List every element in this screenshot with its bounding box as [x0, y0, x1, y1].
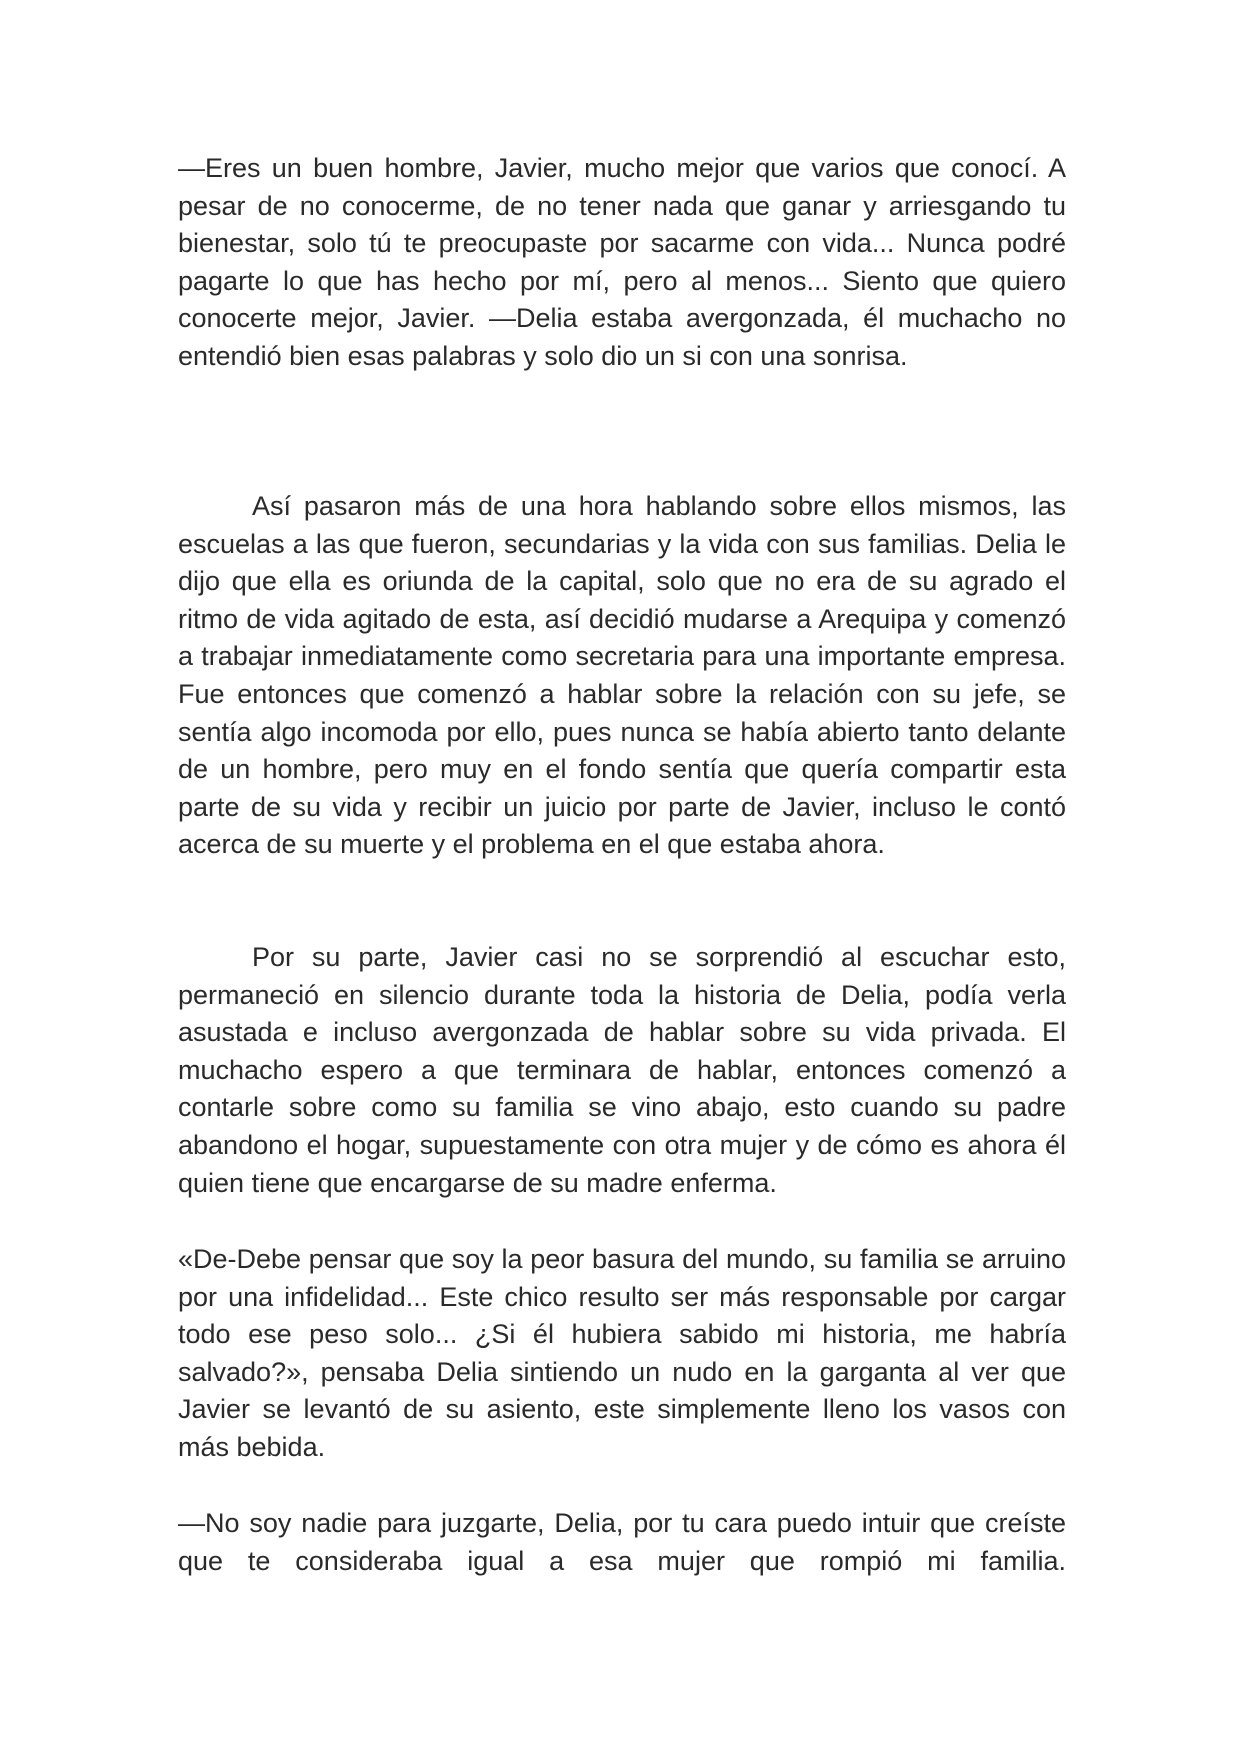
paragraph-1-text: —Eres un buen hombre, Javier, mucho mejor que varios que conocí. A pesar de no conocerme, de no tener nada que ganar y arriesgando tu bienestar, solo tú te preocupaste por sacarme con vida... Nunca podré pagarte lo que has hecho por mí, pero al menos... Siento que quiero conocerte mejor, Javier. —Delia estaba avergonzada, él muchacho no entendió bien esas palabras y solo dio un si con una sonrisa.: [178, 153, 1066, 371]
paragraph-5-text: —No soy nadie para juzgarte, Delia, por tu cara puedo intuir que creíste que te consideraba igual a esa mujer que rompió mi familia.: [178, 1508, 1066, 1576]
paragraph-1: [178, 150, 1066, 376]
paragraph-5: [178, 1505, 1066, 1580]
paragraph-3: [178, 939, 1066, 1202]
paragraph-2: [178, 488, 1066, 864]
paragraph-4: [178, 1241, 1066, 1467]
paragraph-4-text: «De-Debe pensar que soy la peor basura del mundo, su familia se arruino por una infidelidad... Este chico resulto ser más responsable por cargar todo ese peso solo... ¿Si él hubiera sabido mi historia, me habría salvado?», pensaba Delia sintiendo un nudo en la garganta al ver que Javier se levantó de su asiento, este simplemente lleno los vasos con más bebida.: [178, 1244, 1066, 1462]
paragraph-2-text: Así pasaron más de una hora hablando sobre ellos mismos, las escuelas a las que fueron, secundarias y la vida con sus familias. Delia le dijo que ella es oriunda de la capital, solo que no era de su agrado el ritmo de vida agitado de esta, así decidió mudarse a Arequipa y comenzó a trabajar inmediatamente como secretaria para una importante empresa. Fue entonces que comenzó a hablar sobre la relación con su jefe, se sentía algo incomoda por ello, pues nunca se había abierto tanto delante de un hombre, pero muy en el fondo sentía que quería compartir esta parte de su vida y recibir un juicio por parte de Javier, incluso le contó acerca de su muerte y el problema en el que estaba ahora.: [178, 491, 1066, 860]
paragraph-3-text: Por su parte, Javier casi no se sorprendió al escuchar esto, permaneció en silencio durante toda la historia de Delia, podía verla asustada e incluso avergonzada de hablar sobre su vida privada. El muchacho espero a que terminara de hablar, entonces comenzó a contarle sobre como su familia se vino abajo, esto cuando su padre abandono el hogar, supuestamente con otra mujer y de cómo es ahora él quien tiene que encargarse de su madre enferma.: [178, 942, 1066, 1198]
